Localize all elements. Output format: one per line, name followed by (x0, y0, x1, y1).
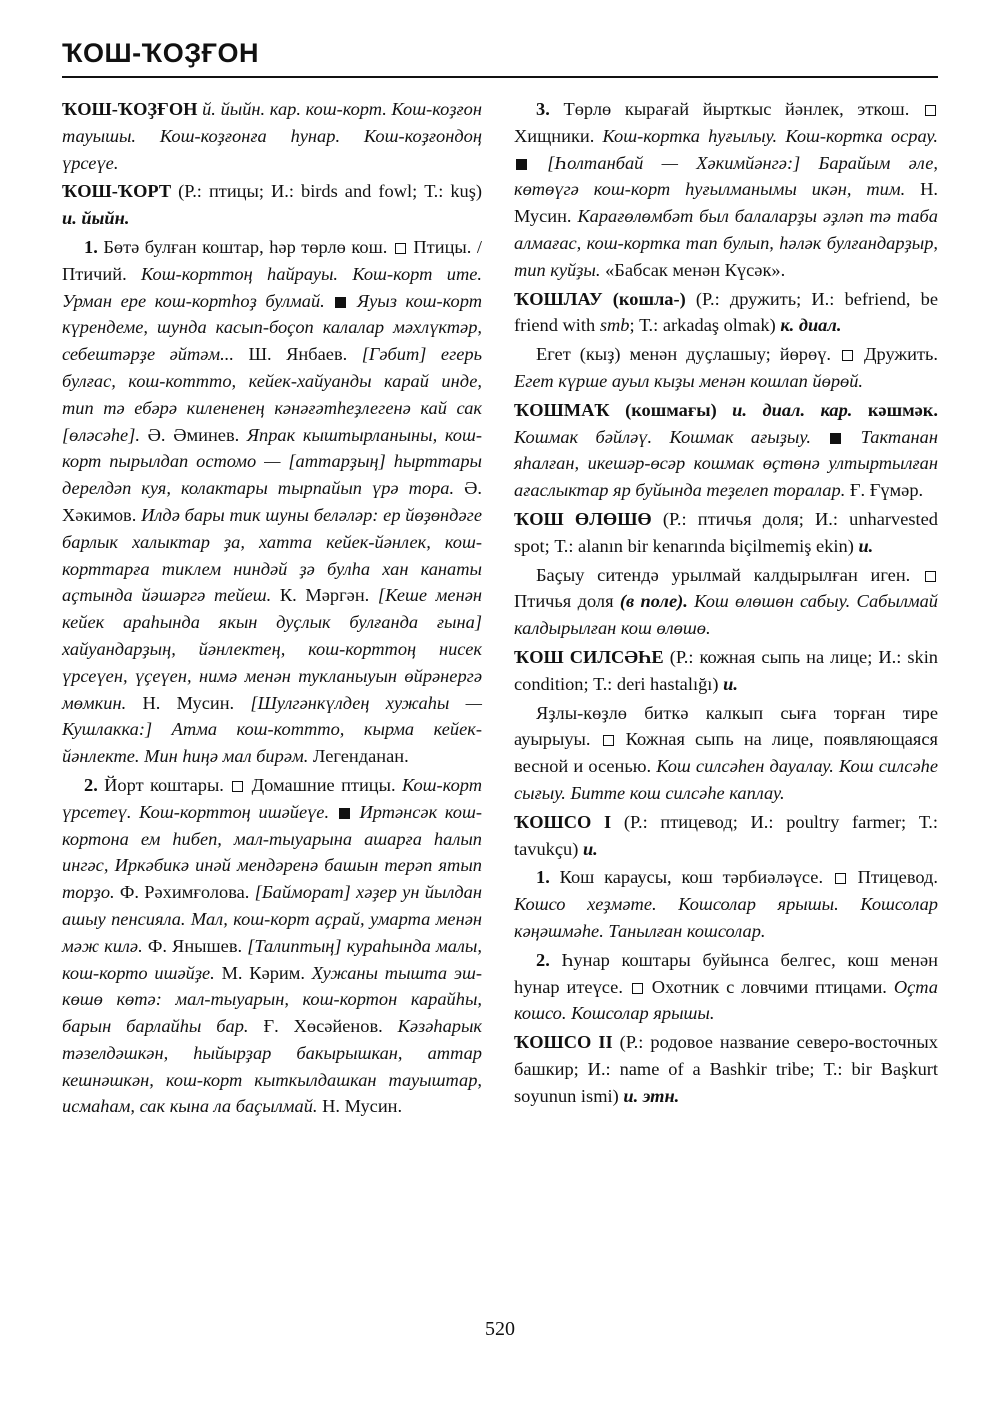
russian-note: (в поле). (619, 591, 688, 612)
quote: Кәзәһарык тәзелдәшкән, һыйырҙар бакырышкан, аттар кешнәшкән, кош-корт кыткылдашкан тауыштар, исмаһам, сак кына ла баҫылмай. (62, 1016, 483, 1117)
entry-kosh-kort (62, 178, 482, 232)
entry-koshlau (514, 286, 938, 340)
sense-number: 1. (84, 236, 98, 257)
author: Ф. Янышев. (142, 935, 248, 956)
definition: Төрлө кырағай йырткыс йәнлек, эткош. (549, 99, 923, 119)
entry-kosh-oloshe (514, 506, 938, 560)
definition: Һунар коштары буйынса белгес, кош менән һунар итеүсе. (514, 949, 938, 997)
author: «Бабсак менән Күсәк». (600, 259, 786, 280)
russian-gloss: Птицевод. (847, 867, 938, 888)
entry-koshmak (514, 397, 938, 504)
examples: Кошмак бәйләү. Кошмак ағыҙыу. (514, 426, 829, 447)
grammar-tag: и. (723, 673, 738, 694)
russian-gloss: Птицы. / Птичий. (62, 236, 483, 284)
gloss-italic: smb (599, 315, 630, 336)
gloss: (Р.: родовое название северо-восточных башкир; И.: name of a Bashkir tribe; Т.: bir Başkurt soyunun ismi) (514, 1032, 938, 1106)
author: Легенданан. (308, 746, 409, 767)
right-column (514, 96, 938, 1111)
author: Н. Мусин. (126, 692, 251, 713)
headword: ҠОШ ӨЛӨШӨ (514, 508, 652, 529)
open-square-icon (842, 350, 853, 361)
quote: Тактанан яһалған, икешәр-өсәр кошмак өҫтөнә ултыртылған ағаслыктар яр буйында теҙелеп торалар. (514, 426, 938, 501)
definition: Яҙлы-көҙлө биткә калкып сыға торған тире ауырыуы. (514, 702, 938, 750)
quote: [Байморат] хәҙер ун йылдан ашыу пенсияла. Мал, кош-корт аҫрай, умарта менән мәж килә. (62, 882, 482, 956)
open-square-icon (232, 781, 243, 792)
quote: [Шулгәнкүлдең хужаһы — Кушлакка:] Атма кош-коттто, кырма кейек-йәнлекте. Мин һиңә мал бирәм. (62, 692, 482, 767)
author: К. Мәргән. (271, 585, 378, 606)
quote: [Кеше менән кейек араһында якын дуҫлык булғанда ғына] хайуандарҙың, йәнлектең, кош-корттоң нисек үрсеүен, үҫеүен, нимә менән тукланыуын өйрәнергә мөмкин. (62, 585, 482, 713)
headword: ҠОШ-ҠОҘҒОН (62, 99, 198, 119)
quote: Япрак кыштырланыны, кош-корт пырылдап остомо — [аттарҙың] һырттары дерелдәп куя, колактары тырпайып үрә тора. (62, 424, 482, 499)
gloss: (Р.: птицевод; И.: poultry farmer; Т.: tavukçu) (514, 811, 938, 859)
open-square-icon (835, 873, 846, 884)
headword: ҠОШСО II (514, 1032, 613, 1053)
author: Н. Мусин. (514, 179, 938, 227)
entry-koshso-1 (514, 809, 938, 863)
open-square-icon (603, 735, 614, 746)
gloss: (Р.: птицы; И.: birds and fowl; Т.: kuş) (171, 181, 482, 202)
quote: Яуыз кош-корт күрендеме, шунда касып-боҫоп калалар мәхлүктәр, себештәрҙе әйтәм... (62, 290, 482, 365)
filled-square-icon (335, 297, 346, 308)
definition-kosh-silsehe (514, 700, 938, 807)
grammar-tag: к. диал. (780, 315, 842, 336)
quote: [Һолтанбай — Хәкимйәнгә:] Барайым әле, көтөүгә кош-корт һуғылманымы икән, тим. (514, 152, 938, 200)
entry-koshso-2 (514, 1029, 938, 1109)
quote: [Гәбит] егерь булғас, кош-коттто, кейек-хайуанды карай инде, тип тә ебәрә килененең кәнәғәтһеҙлегенә кай сак [өләсәһе]. (62, 344, 482, 445)
sense-2 (62, 772, 482, 1120)
examples: Кошсо хеҙмәте. Кошсолар ярышы. Кошсолар кәңәшмәһе. Танылған кошсолар. (514, 894, 938, 941)
author: М. Кәрим. (214, 962, 312, 983)
filled-square-icon (516, 159, 527, 170)
grammar-tag: и. йыйн. (62, 208, 130, 229)
cross-reference: кәшмәк. (867, 399, 938, 420)
grammar-tag: и. этн. (623, 1085, 680, 1106)
gloss: (Р.: дружить; И.: befriend, be friend with (514, 288, 938, 336)
sense-number: 2. (84, 774, 98, 795)
header-rule (62, 76, 938, 78)
grammar-tag: и. диал. кар. (716, 399, 868, 420)
definition: Баҫыу ситендә урылмай калдырылған иген. (536, 564, 923, 585)
definition: Егет (кыҙ) менән дуҫлашыу; йөрөү. (536, 344, 840, 365)
sense-2 (514, 947, 938, 1027)
sense-number: 3. (536, 99, 550, 119)
sense-1 (62, 234, 482, 770)
examples: Егет күрше ауыл кыҙы менән кошлап йөрөй. (514, 370, 864, 391)
open-square-icon (925, 571, 936, 582)
sense-3 (514, 96, 938, 284)
author: Ә. Хәкимов. (62, 478, 482, 525)
author: Ғ. Хөсәйенов. (248, 1016, 398, 1037)
open-square-icon (395, 243, 406, 254)
entry-kosh-kozgon (62, 96, 482, 176)
quote: [Талиптың] кураһында малы, кош-корто ишәйҙе. (62, 935, 482, 983)
headword: ҠОШСО I (514, 811, 612, 832)
definition-kosh-oloshe (514, 562, 938, 642)
sense-number: 2. (536, 949, 550, 970)
left-column (62, 96, 482, 1122)
definition-koshlau (514, 341, 938, 395)
entry-text: й. йыйн. кар. кош-корт. Кош-коҙғон тауышы. Кош-коҙғонға һунар. Кош-коҙғондоң үрсеүе. (62, 99, 482, 173)
definition: Кош караусы, кош тәрбиәләүсе. (549, 867, 833, 888)
russian-gloss: Охотник с ловчими птицами. (644, 976, 894, 997)
header-title: ҠОШ-ҠОҘҒОН (62, 38, 259, 68)
examples: Кош-кортка һуғылыу. Кош-кортка осрау. (602, 125, 938, 146)
quote: Иртәнсәк кош-кортона ем һибеп, мал-тыуарына ашарға һалып ингәс, Иркәбикә инәй мендәренә башын терәп ятып торҙо. (62, 801, 482, 903)
headword: ҠОШ СИЛСӘҺЕ (514, 646, 664, 667)
grammar-tag: и. (858, 535, 874, 556)
author: Ф. Рәхимғолова. (114, 882, 255, 903)
examples: Оҫта кошсо. Кошсолар ярышы. (514, 976, 938, 1024)
russian-gloss: Хищники. (514, 125, 603, 146)
filled-square-icon (339, 808, 350, 819)
gloss: ; Т.: arkadaş olmak) (629, 315, 781, 336)
gloss: (Р.: кожная сыпь на лице; И.: skin condition; Т.: deri hastalığı) (514, 646, 938, 694)
russian-gloss: Птичья доля (514, 591, 620, 612)
gloss: (Р.: птичья доля; И.: unharvested spot; Т.: alanın bir kenarında biçilmemiş ekin) (514, 508, 938, 556)
quote: Илдә бары тик шуны беләләр: ер йөҙөндәге барлык халыктар ҙа, хатта кейек-йәнлек, кош-корттарға тиклем ниндәй ҙә булһа хан канаты аҫтында йәшәргә тейеш. (62, 504, 482, 606)
open-square-icon (925, 105, 936, 116)
russian-gloss: Домашние птицы. (245, 774, 402, 795)
headword: ҠОШ-ҠОРТ (62, 181, 172, 202)
sense-number: 1. (536, 867, 550, 888)
grammar-tag: и. (582, 838, 598, 859)
quote: Хужаны тышта эш-көшө көтә: мал-тыуарын, кош-кортон карайһы, барын барлайһы бар. (62, 962, 483, 1037)
examples: Кош силсәһен дауалау. Кош силсәһе сығыу. Битте кош силсәһе каплау. (514, 756, 938, 803)
open-square-icon (632, 983, 643, 994)
entry-kosh-silsehe (514, 644, 938, 698)
author: Ш. Янбаев. (233, 344, 362, 365)
headword: ҠОШЛАУ (кошла-) (514, 288, 686, 309)
examples: Кош өлөшөн сабыу. Сабылмай калдырылған кош өлөшө. (514, 591, 938, 639)
headword: ҠОШМАҠ (кошмағы) (514, 399, 717, 420)
examples: Кош-корттоң һайрауы. Кош-корт ите. Урман ере кош-кортһоҙ булмай. (62, 263, 482, 311)
page-number: 520 (485, 1318, 515, 1340)
running-header (62, 38, 938, 69)
sense-1 (514, 864, 938, 944)
definition: Бөтә булған коштар, һәр төрлө кош. (97, 236, 393, 257)
author: Н. Мусин. (317, 1096, 403, 1117)
filled-square-icon (830, 433, 841, 444)
author: Ғ. Ғүмәр. (845, 480, 924, 501)
russian-gloss: Дружить. (854, 344, 938, 365)
definition: Йорт коштары. (97, 774, 231, 795)
examples: Кош-корт үрсетеү. Кош-корттоң ишәйеүе. (62, 774, 482, 822)
author: Ә. Әминев. (139, 424, 247, 445)
quote: Карағөлөмбәт был балаларҙы әҙләп тә таба алмағас, кош-кортка тап булып, һәләк булғандарҙыр, тип куйҙы. (514, 206, 938, 280)
russian-gloss: Кожная сыпь на лице, появляющаяся весной и осенью. (514, 729, 938, 777)
